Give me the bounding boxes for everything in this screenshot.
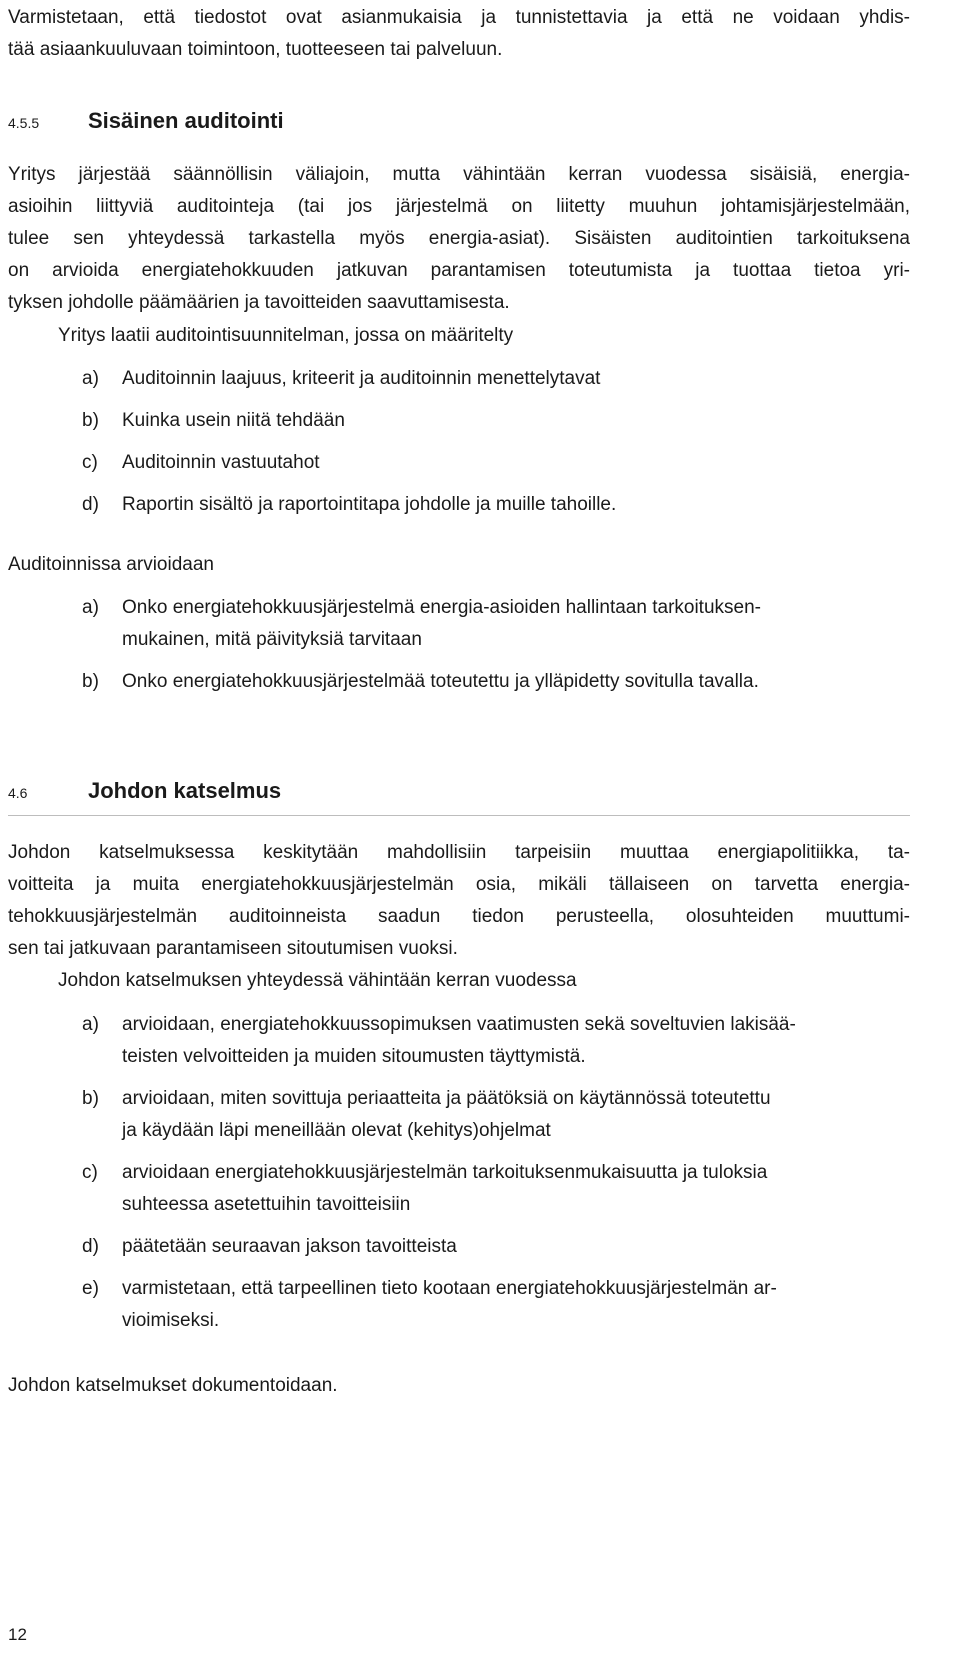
list-item bbox=[82, 1231, 910, 1263]
paragraph-line: tulee sen yhteydessä tarkastella myös energia-asiat). Sisäisten auditointien tarkoituksena bbox=[8, 228, 910, 249]
list-text: Onko energiatehokkuusjärjestelmää toteutettu ja ylläpidetty sovitulla tavalla. bbox=[122, 671, 759, 692]
list-text-line: ja käydään läpi meneillään olevat (kehitys)ohjelmat bbox=[122, 1120, 551, 1141]
list-marker: b) bbox=[82, 671, 99, 692]
assess-list bbox=[8, 592, 910, 698]
list-marker: b) bbox=[82, 410, 99, 431]
section-title: Johdon katselmus bbox=[88, 778, 282, 803]
intro-paragraph bbox=[8, 2, 910, 66]
paragraph-line: on arvioida energiatehokkuuden jatkuvan parantamisen toteutumista ja tuottaa tietoa yri- bbox=[8, 260, 910, 281]
list-marker: c) bbox=[82, 1162, 98, 1183]
list-text-line: vioimiseksi. bbox=[122, 1310, 220, 1331]
list-text-line: teisten velvoitteiden ja muiden sitoumusten täyttymistä. bbox=[122, 1046, 586, 1067]
paragraph-line: Johdon katselmuksessa keskitytään mahdollisiin tarpeisiin muuttaa energiapolitiikka, ta- bbox=[8, 842, 910, 863]
section-4-5-5-heading bbox=[8, 108, 284, 134]
assess-intro-text: Auditoinnissa arvioidaan bbox=[8, 554, 214, 575]
list-text: Auditoinnin laajuus, kriteerit ja auditoinnin menettelytavat bbox=[122, 368, 601, 389]
closing-text: Johdon katselmukset dokumentoidaan. bbox=[8, 1375, 338, 1396]
section-4-6-heading bbox=[8, 778, 281, 804]
list-marker: d) bbox=[82, 494, 99, 515]
paragraph-line: sen tai jatkuvaan parantamiseen sitoutumisen vuoksi. bbox=[8, 938, 458, 959]
list-marker: a) bbox=[82, 368, 99, 389]
list-text: Auditoinnin vastuutahot bbox=[122, 452, 320, 473]
list-marker: a) bbox=[82, 1014, 99, 1035]
list-text: päätetään seuraavan jakson tavoitteista bbox=[122, 1236, 457, 1257]
list-marker: b) bbox=[82, 1088, 99, 1109]
list-text bbox=[122, 1273, 910, 1337]
list-text bbox=[122, 1083, 910, 1147]
list-marker: a) bbox=[82, 597, 99, 618]
intro-line-2: tää asiaankuuluvaan toimintoon, tuotteeseen tai palveluun. bbox=[8, 39, 503, 60]
list-text: Kuinka usein niitä tehdään bbox=[122, 410, 345, 431]
list-item bbox=[82, 1083, 910, 1147]
list-item bbox=[82, 447, 910, 479]
list-text bbox=[122, 1009, 910, 1073]
section-4-6-paragraph bbox=[8, 837, 910, 965]
list-text-line: varmistetaan, että tarpeellinen tieto kootaan energiatehokkuusjärjestelmän ar- bbox=[122, 1278, 777, 1299]
list-marker: c) bbox=[82, 452, 98, 473]
list-item bbox=[82, 592, 910, 656]
list-item bbox=[82, 1273, 910, 1337]
page-number: 12 bbox=[8, 1625, 27, 1644]
list-text: Raportin sisältö ja raportointitapa johdolle ja muille tahoille. bbox=[122, 494, 617, 515]
assess-intro bbox=[8, 549, 910, 581]
paragraph-line: Yritys järjestää säännöllisin väliajoin, mutta vähintään kerran vuodessa sisäisiä, energia- bbox=[8, 164, 910, 185]
section-4-5-5-paragraph bbox=[8, 159, 910, 319]
review-intro bbox=[8, 965, 910, 997]
closing-line bbox=[8, 1370, 910, 1402]
list-text-line: arvioidaan, miten sovittuja periaatteita ja päätöksiä on käytännössä toteutettu bbox=[122, 1088, 771, 1109]
list-text bbox=[122, 592, 910, 656]
review-intro-text: Johdon katselmuksen yhteydessä vähintään kerran vuodessa bbox=[58, 970, 577, 991]
plan-intro bbox=[8, 320, 910, 352]
list-text-line: arvioidaan energiatehokkuusjärjestelmän tarkoituksenmukaisuutta ja tuloksia bbox=[122, 1162, 768, 1183]
section-number: 4.5.5 bbox=[8, 115, 40, 131]
list-item bbox=[82, 1009, 910, 1073]
section-number: 4.6 bbox=[8, 785, 28, 801]
intro-line-1: Varmistetaan, että tiedostot ovat asianmukaisia ja tunnistettavia ja että ne voidaan yhdis- bbox=[8, 7, 910, 28]
section-underline bbox=[8, 815, 910, 816]
list-text bbox=[122, 1157, 910, 1221]
paragraph-line: tyksen johdolle päämäärien ja tavoitteiden saavuttamisesta. bbox=[8, 292, 510, 313]
list-item bbox=[82, 1157, 910, 1221]
paragraph-line: tehokkuusjärjestelmän auditoinneista saadun tiedon perusteella, olosuhteiden muuttumi- bbox=[8, 906, 910, 927]
list-marker: d) bbox=[82, 1236, 99, 1257]
paragraph-line: asioihin liittyviä auditointeja (tai jos järjestelmä on liitetty muuhun johtamisjärjestelmään, bbox=[8, 196, 910, 217]
section-title: Sisäinen auditointi bbox=[88, 108, 284, 133]
list-item bbox=[82, 405, 910, 437]
paragraph-line: voitteita ja muita energiatehokkuusjärjestelmän osia, mikäli tällaiseen on tarvetta energia- bbox=[8, 874, 910, 895]
list-item bbox=[82, 666, 910, 698]
plan-intro-text: Yritys laatii auditointisuunnitelman, jossa on määritelty bbox=[58, 325, 514, 346]
list-text-line: Onko energiatehokkuusjärjestelmä energia-asioiden hallintaan tarkoituksen- bbox=[122, 597, 761, 618]
list-item bbox=[82, 363, 910, 395]
list-text-line: mukainen, mitä päivityksiä tarvitaan bbox=[122, 629, 422, 650]
review-list bbox=[8, 1009, 910, 1337]
list-text-line: suhteessa asetettuihin tavoitteisiin bbox=[122, 1194, 411, 1215]
plan-list bbox=[8, 363, 910, 521]
list-item bbox=[82, 489, 910, 521]
list-marker: e) bbox=[82, 1278, 99, 1299]
list-text-line: arvioidaan, energiatehokkuussopimuksen vaatimusten sekä soveltuvien lakisää- bbox=[122, 1014, 796, 1035]
